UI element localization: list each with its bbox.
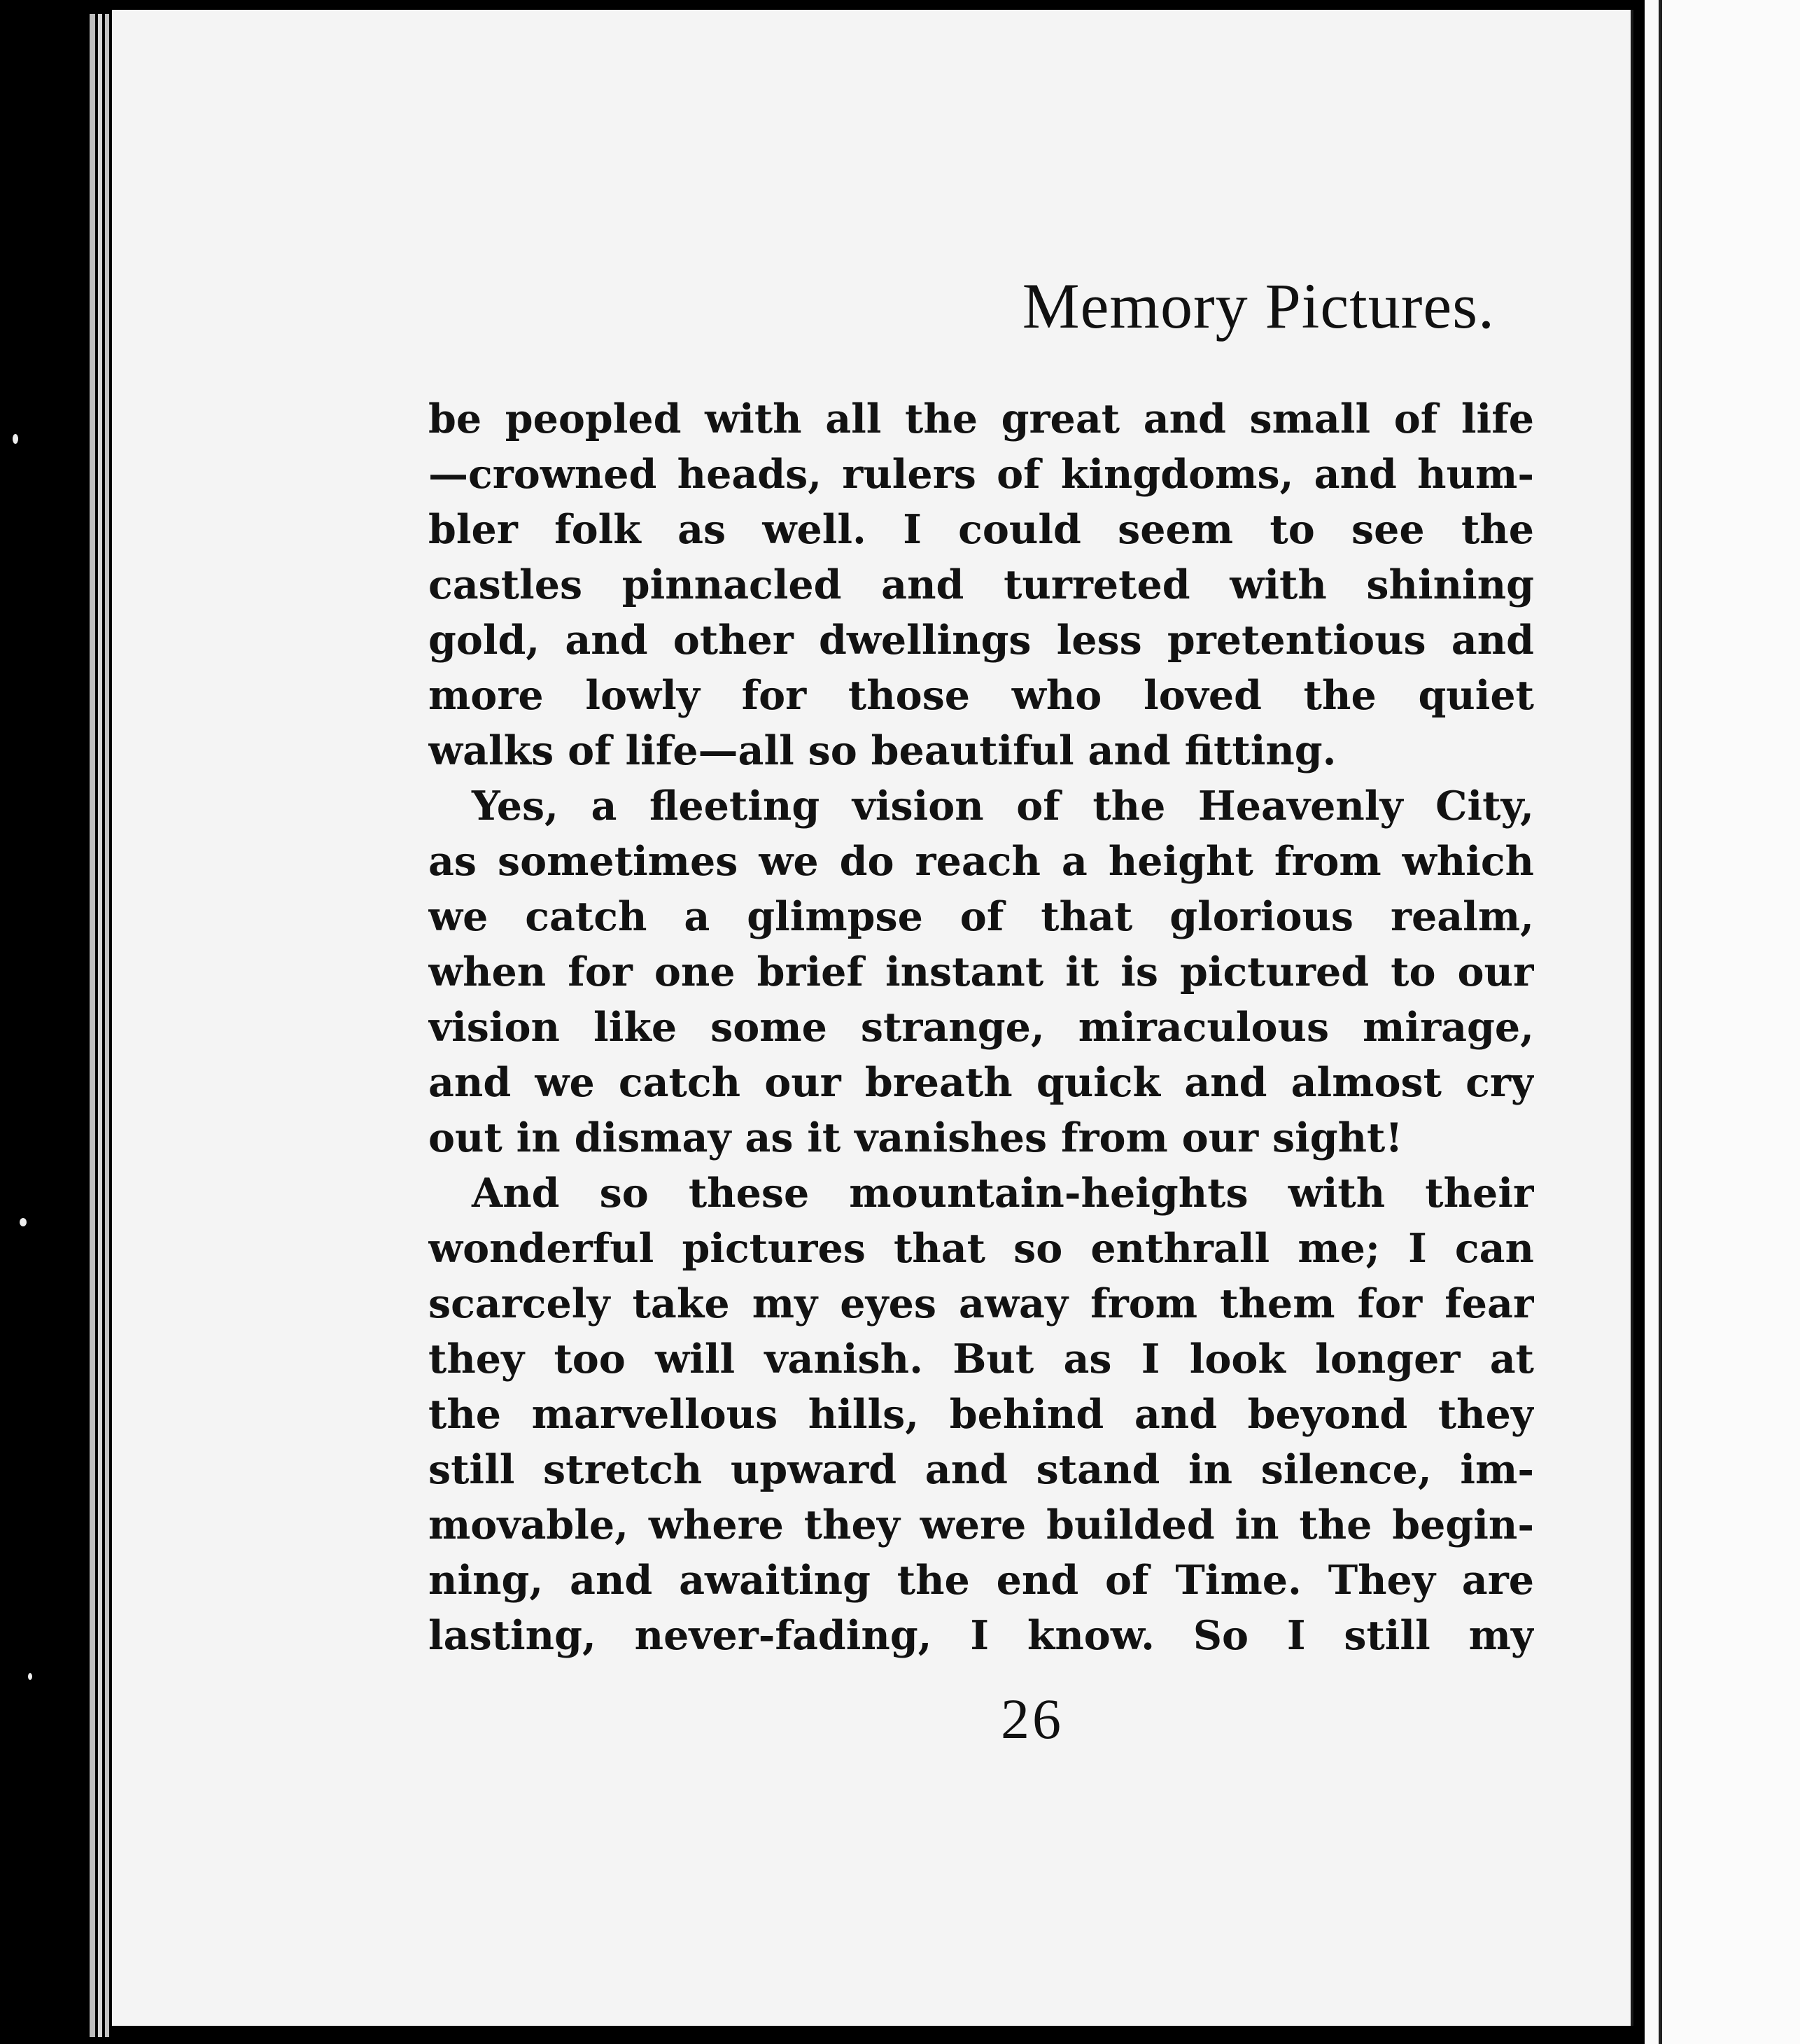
- text-line: more lowly for those who loved the quiet: [428, 672, 1534, 719]
- text-line: wonderful pictures that so enthrall me; I can: [428, 1225, 1534, 1272]
- running-head: Memory Pictures.: [1022, 270, 1495, 342]
- text-line: when for one brief instant it is pictured to our: [428, 948, 1534, 995]
- text-line: scarcely take my eyes away from them for fear: [428, 1280, 1534, 1327]
- paragraph-start-line: Yes, a fleeting vision of the Heavenly City,: [472, 783, 1534, 830]
- text-line: lasting, never-fading, I know. So I still my: [428, 1612, 1534, 1659]
- page-edge: [105, 14, 109, 2037]
- text-line: as sometimes we do reach a height from which: [428, 838, 1534, 885]
- text-line: movable, where they were builded in the begin-: [428, 1502, 1534, 1548]
- text-line: be peopled with all the great and small of life: [428, 396, 1534, 442]
- text-line: castles pinnacled and turreted with shining: [428, 561, 1534, 608]
- scan-speck: [20, 1218, 27, 1226]
- book-page: [112, 10, 1633, 2026]
- text-line: the marvellous hills, behind and beyond they: [428, 1391, 1534, 1438]
- text-line: out in dismay as it vanishes from our sight!: [428, 1114, 1403, 1161]
- text-line: walks of life—all so beautiful and fitting.: [428, 727, 1337, 774]
- facing-page-border: [1659, 0, 1662, 2044]
- scan-speck: [13, 434, 18, 444]
- text-line: we catch a glimpse of that glorious realm,: [428, 893, 1534, 940]
- page-number: 26: [1001, 1687, 1064, 1751]
- scan-speck: [28, 1673, 32, 1680]
- text-line: and we catch our breath quick and almost cry: [428, 1059, 1534, 1106]
- text-line: ning, and awaiting the end of Time. They are: [428, 1557, 1534, 1604]
- page-edge: [90, 14, 95, 2037]
- text-line: they too will vanish. But as I look longer at: [428, 1336, 1534, 1382]
- facing-page-edge: [1645, 0, 1800, 2044]
- text-line: gold, and other dwellings less pretentious and: [428, 617, 1534, 664]
- text-line: bler folk as well. I could seem to see the: [428, 506, 1534, 553]
- body-text: [428, 391, 1534, 1663]
- text-line: still stretch upward and stand in silence, im-: [428, 1446, 1534, 1493]
- paragraph-start-line: And so these mountain-heights with their: [472, 1170, 1534, 1217]
- page-edge: [98, 14, 102, 2037]
- text-line: vision like some strange, miraculous mirage,: [428, 1004, 1534, 1051]
- text-line: —crowned heads, rulers of kingdoms, and hum-: [428, 451, 1534, 498]
